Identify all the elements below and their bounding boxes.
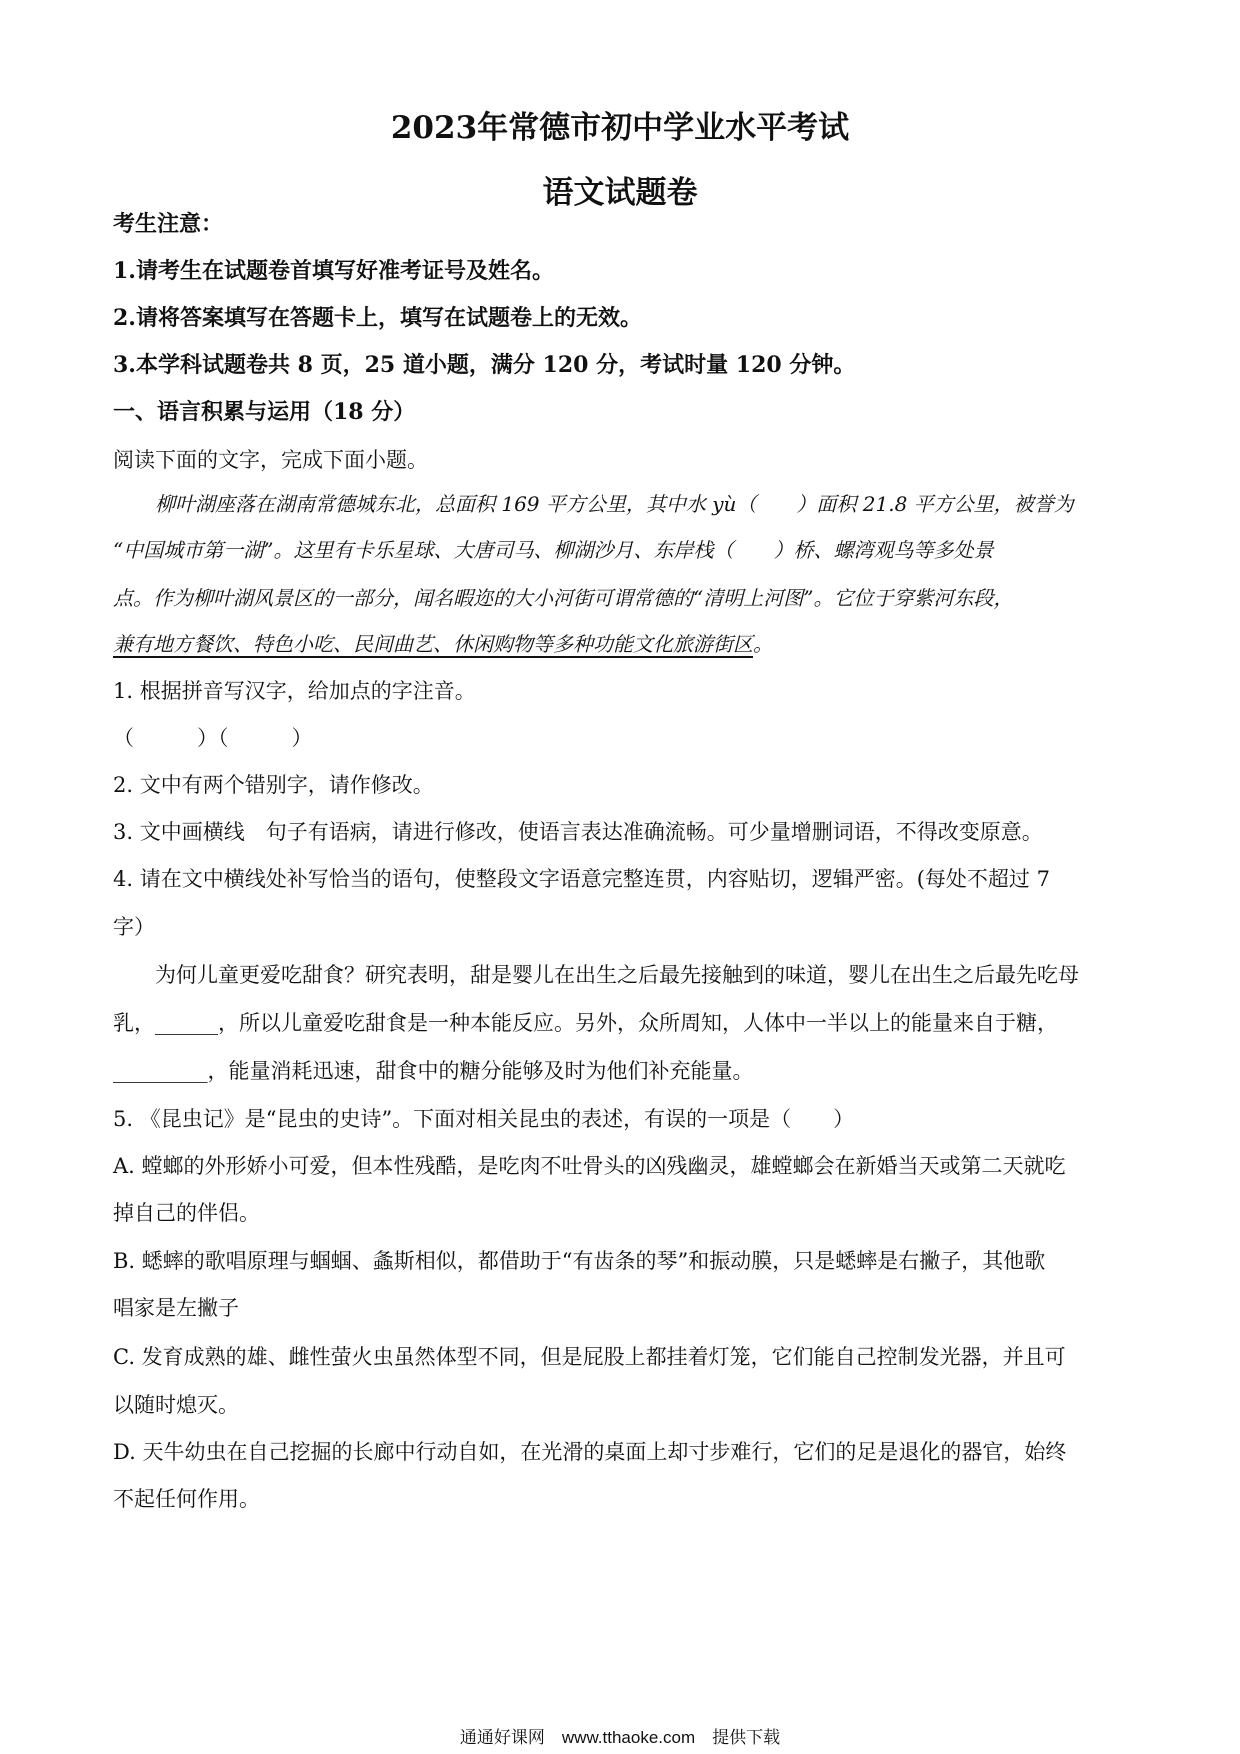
option-a-line-1: A. 螳螂的外形娇小可爱，但本性残酷，是吃肉不吐骨头的凶残幽灵，雄螳螂会在新婚当天或第二天就吃 xyxy=(113,1154,1066,1178)
passage-line-4-end: 。 xyxy=(753,632,773,656)
notice-heading: 考生注意： xyxy=(113,211,224,237)
question-5: 5. 《昆虫记》是“昆虫的史诗”。下面对相关昆虫的表述，有误的一项是（ ） xyxy=(113,1107,855,1131)
option-c-line-1: C. 发育成熟的雄、雌性萤火虫虽然体型不同，但是屁股上都挂着灯笼，它们能自己控制发光器，并且可 xyxy=(113,1345,1066,1369)
passage-line-3: 点。作为柳叶湖风景区的一部分，闻名暇迩的大小河街可谓常德的“清明上河图”。它位于穿紫河东段， xyxy=(113,586,1014,610)
notice-item-3: 3.本学科试题卷共 8 页，25 道小题，满分 120 分，考试时量 120 分钟。 xyxy=(113,352,856,378)
option-d-line-1: D. 天牛幼虫在自己挖掘的长廊中行动自如，在光滑的桌面上却寸步难行，它们的足是退化的器官，始终 xyxy=(113,1440,1067,1464)
notice-item-2: 2.请将答案填写在答题卡上，填写在试题卷上的无效。 xyxy=(113,305,642,331)
option-a-line-2: 掉自己的伴侣。 xyxy=(113,1201,260,1225)
section-heading: 一、语言积累与运用（18 分） xyxy=(113,399,416,425)
question-1: 1. 根据拼音写汉字，给加点的字注音。 xyxy=(113,679,476,703)
underlined-sentence: 兼有地方餐饮、特色小吃、民间曲艺、休闲购物等多种功能文化旅游街区 xyxy=(113,632,753,656)
q4-passage-line-1: 为何儿童更爱吃甜食？研究表明，甜是婴儿在出生之后最先接触到的味道，婴儿在出生之后最先吃母 xyxy=(155,963,1079,987)
passage-line-1: 柳叶湖座落在湖南常德城东北，总面积 169 平方公里，其中水 yù（ ）面积 21.8 平方公里，被誉为 xyxy=(155,492,1074,516)
reading-instruction: 阅读下面的文字，完成下面小题。 xyxy=(113,448,428,472)
question-1-blanks: （ ）（ ） xyxy=(113,726,313,750)
footer-watermark: 通通好课网 www.tthaoke.com 提供下载 xyxy=(459,1728,781,1747)
q4-passage-line-2: 乳，______，所以儿童爱吃甜食是一种本能反应。另外，众所周知，人体中一半以上的能量来自于糖， xyxy=(113,1011,1058,1035)
question-4-line-2: 字） xyxy=(113,915,155,939)
option-d-line-2: 不起任何作用。 xyxy=(113,1487,260,1511)
option-b-line-1: B. 蟋蟀的歌唱原理与蝈蝈、螽斯相似，都借助于“有齿条的琴”和振动膜，只是蟋蟀是右撇子，其他歌 xyxy=(113,1249,1046,1273)
option-c-line-2: 以随时熄灭。 xyxy=(113,1393,239,1417)
question-4-line-1: 4. 请在文中横线处补写恰当的语句，使整段文字语意完整连贯，内容贴切，逻辑严密。(每处不超过 7 xyxy=(113,867,1050,891)
option-b-line-2: 唱家是左撇子 xyxy=(113,1296,239,1320)
question-2: 2. 文中有两个错别字，请作修改。 xyxy=(113,773,434,797)
question-3: 3. 文中画横线 句子有语病，请进行修改，使语言表达准确流畅。可少量增删词语，不得改变原意。 xyxy=(113,820,1043,844)
q4-passage-line-3: _________，能量消耗迅速，甜食中的糖分能够及时为他们补充能量。 xyxy=(113,1059,754,1083)
passage-line-4 xyxy=(113,629,1123,659)
notice-item-1: 1.请考生在试题卷首填写好准考证号及姓名。 xyxy=(113,258,554,284)
exam-title: 2023年常德市初中学业水平考试 xyxy=(390,110,850,146)
exam-subtitle: 语文试题卷 xyxy=(542,175,698,211)
passage-line-2: “中国城市第一湖”。这里有卡乐星球、大唐司马、柳湖沙月、东岸栈（ ）桥、螺湾观鸟等多处景 xyxy=(113,538,994,562)
